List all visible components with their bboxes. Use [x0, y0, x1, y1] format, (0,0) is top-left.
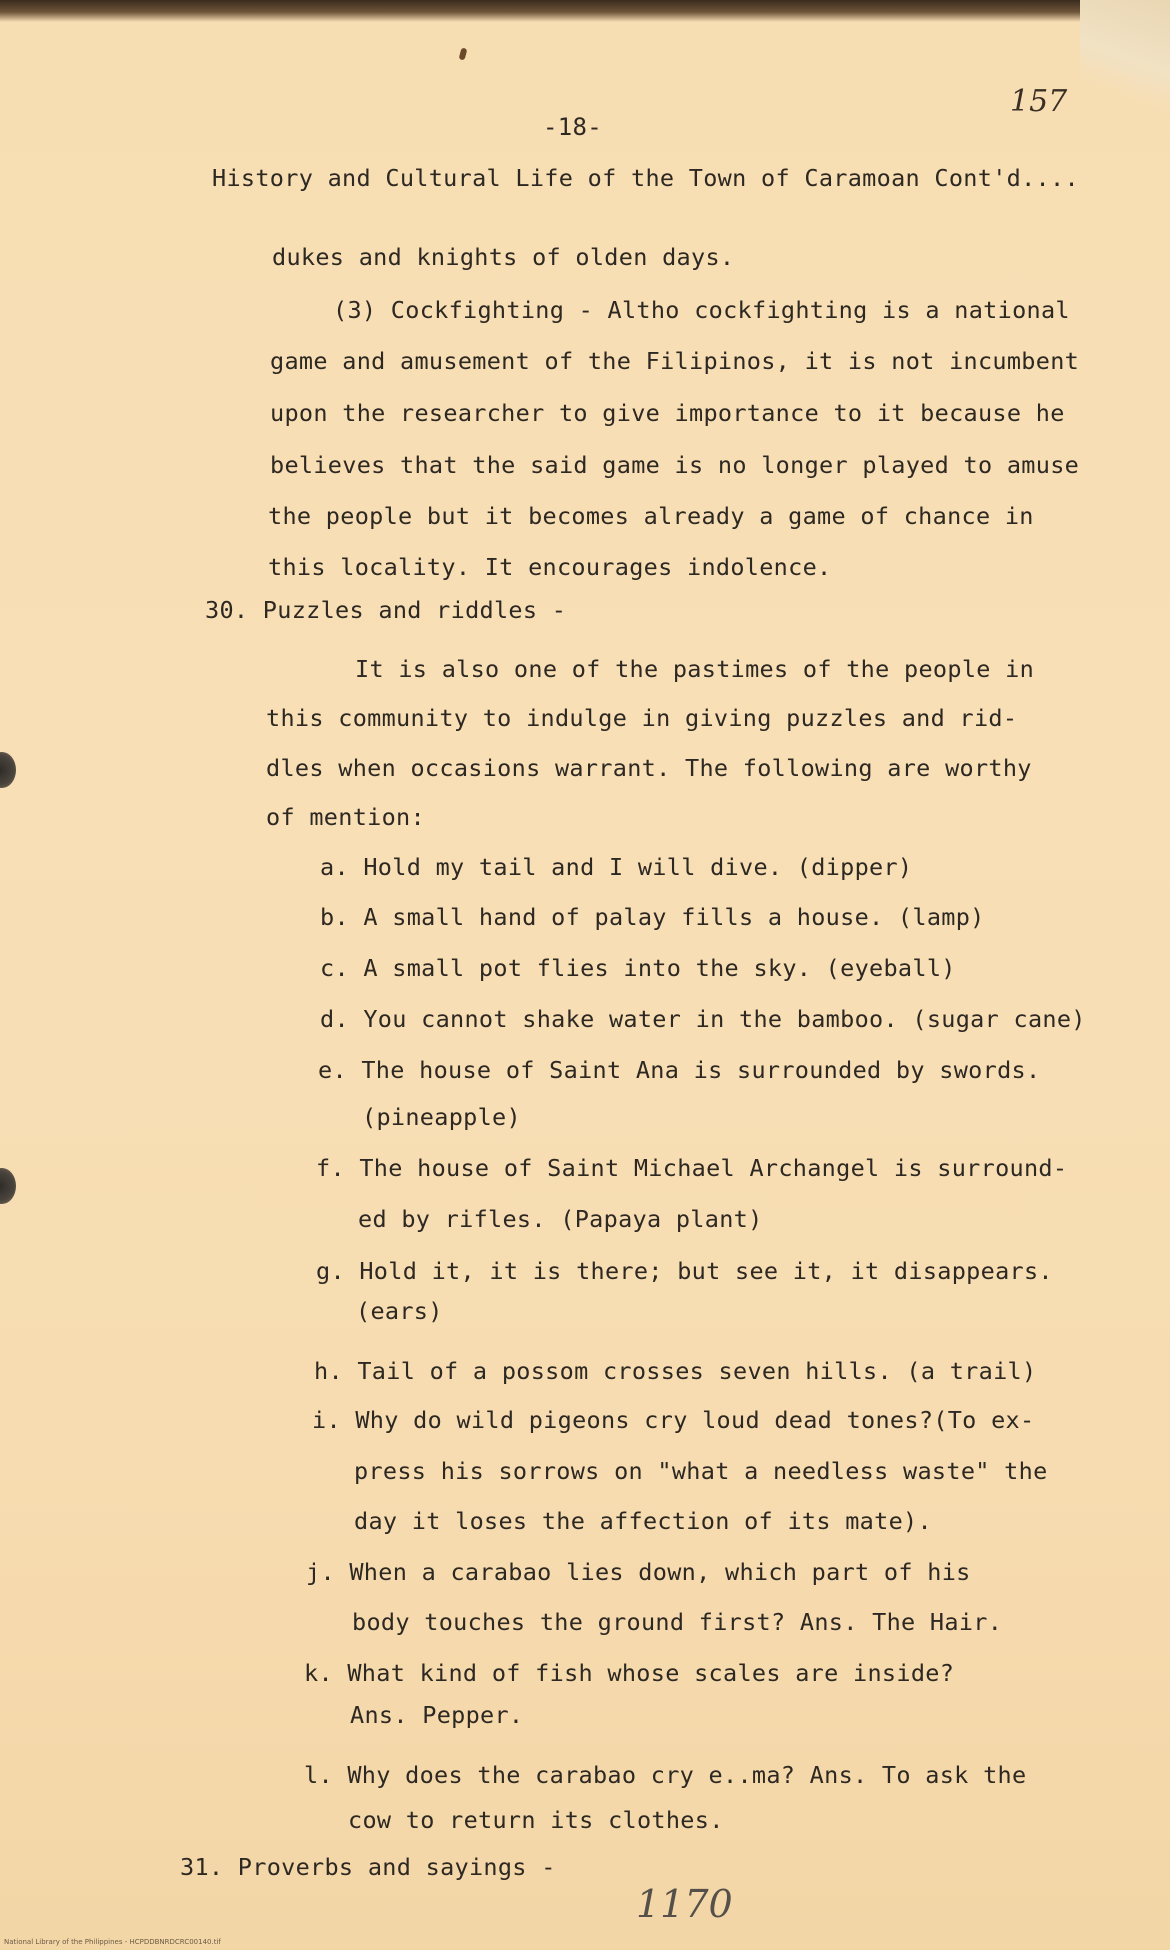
- riddle-item: c. A small pot flies into the sky. (eyeball): [320, 954, 956, 982]
- riddle-item-continuation: (pineapple): [362, 1103, 521, 1131]
- riddle-item: g. Hold it, it is there; but see it, it disappears.: [316, 1257, 1053, 1285]
- text-line: this community to indulge in giving puzzles and rid-: [266, 704, 1018, 732]
- text-line: It is also one of the pastimes of the people in: [355, 655, 1035, 683]
- riddle-item-continuation: (ears): [356, 1297, 443, 1325]
- page-number: -18-: [543, 113, 602, 141]
- riddle-item: f. The house of Saint Michael Archangel is surround-: [316, 1154, 1068, 1182]
- riddle-item-continuation: ed by rifles. (Papaya plant): [358, 1205, 763, 1233]
- text-line: (3) Cockfighting - Altho cockfighting is a national: [333, 296, 1070, 324]
- punch-hole: [0, 1168, 16, 1204]
- riddle-item: b. A small hand of palay fills a house. (lamp): [320, 903, 985, 931]
- handwritten-archive-number: 1170: [636, 1882, 733, 1926]
- riddle-item-continuation: cow to return its clothes.: [348, 1806, 724, 1834]
- text-line: this locality. It encourages indolence.: [268, 553, 832, 581]
- text-line: the people but it becomes already a game of chance in: [268, 502, 1034, 530]
- riddle-item: k. What kind of fish whose scales are inside?: [304, 1659, 955, 1687]
- text-line: dukes and knights of olden days.: [272, 243, 735, 271]
- text-line: upon the researcher to give importance to it because he: [270, 399, 1065, 427]
- scan-top-edge: [0, 0, 1170, 22]
- riddle-item: d. You cannot shake water in the bamboo. (sugar cane): [320, 1005, 1086, 1033]
- scan-footer: National Library of the Philippines - HCPDDBNRDCRC00140.tif: [4, 1938, 221, 1946]
- text-line: believes that the said game is no longer played to amuse: [270, 451, 1080, 479]
- text-line: of mention:: [266, 803, 425, 831]
- riddle-item-continuation: Ans. Pepper.: [350, 1701, 524, 1729]
- riddle-item-continuation: day it loses the affection of its mate).: [354, 1507, 932, 1535]
- riddle-item: e. The house of Saint Ana is surrounded by swords.: [318, 1056, 1041, 1084]
- text-line: game and amusement of the Filipinos, it is not incumbent: [270, 347, 1080, 375]
- riddle-item: j. When a carabao lies down, which part of his: [306, 1558, 971, 1586]
- ink-speck: [459, 47, 468, 60]
- riddle-item: l. Why does the carabao cry e..ma? Ans. To ask the: [304, 1761, 1027, 1789]
- riddle-item-continuation: body touches the ground first? Ans. The Hair.: [352, 1608, 1003, 1636]
- section-heading: 31. Proverbs and sayings -: [180, 1853, 556, 1881]
- folded-corner: [1080, 0, 1170, 130]
- punch-hole: [0, 752, 16, 788]
- page-heading: History and Cultural Life of the Town of Caramoan Cont'd....: [212, 164, 1079, 192]
- text-line: dles when occasions warrant. The following are worthy: [266, 754, 1032, 782]
- riddle-item: h. Tail of a possom crosses seven hills. (a trail): [314, 1357, 1037, 1385]
- riddle-item-continuation: press his sorrows on "what a needless waste" the: [354, 1457, 1048, 1485]
- riddle-item: a. Hold my tail and I will dive. (dipper): [320, 853, 913, 881]
- handwritten-page-number: 157: [1010, 84, 1068, 119]
- section-heading: 30. Puzzles and riddles -: [205, 596, 567, 624]
- riddle-item: i. Why do wild pigeons cry loud dead tones?(To ex-: [312, 1406, 1035, 1434]
